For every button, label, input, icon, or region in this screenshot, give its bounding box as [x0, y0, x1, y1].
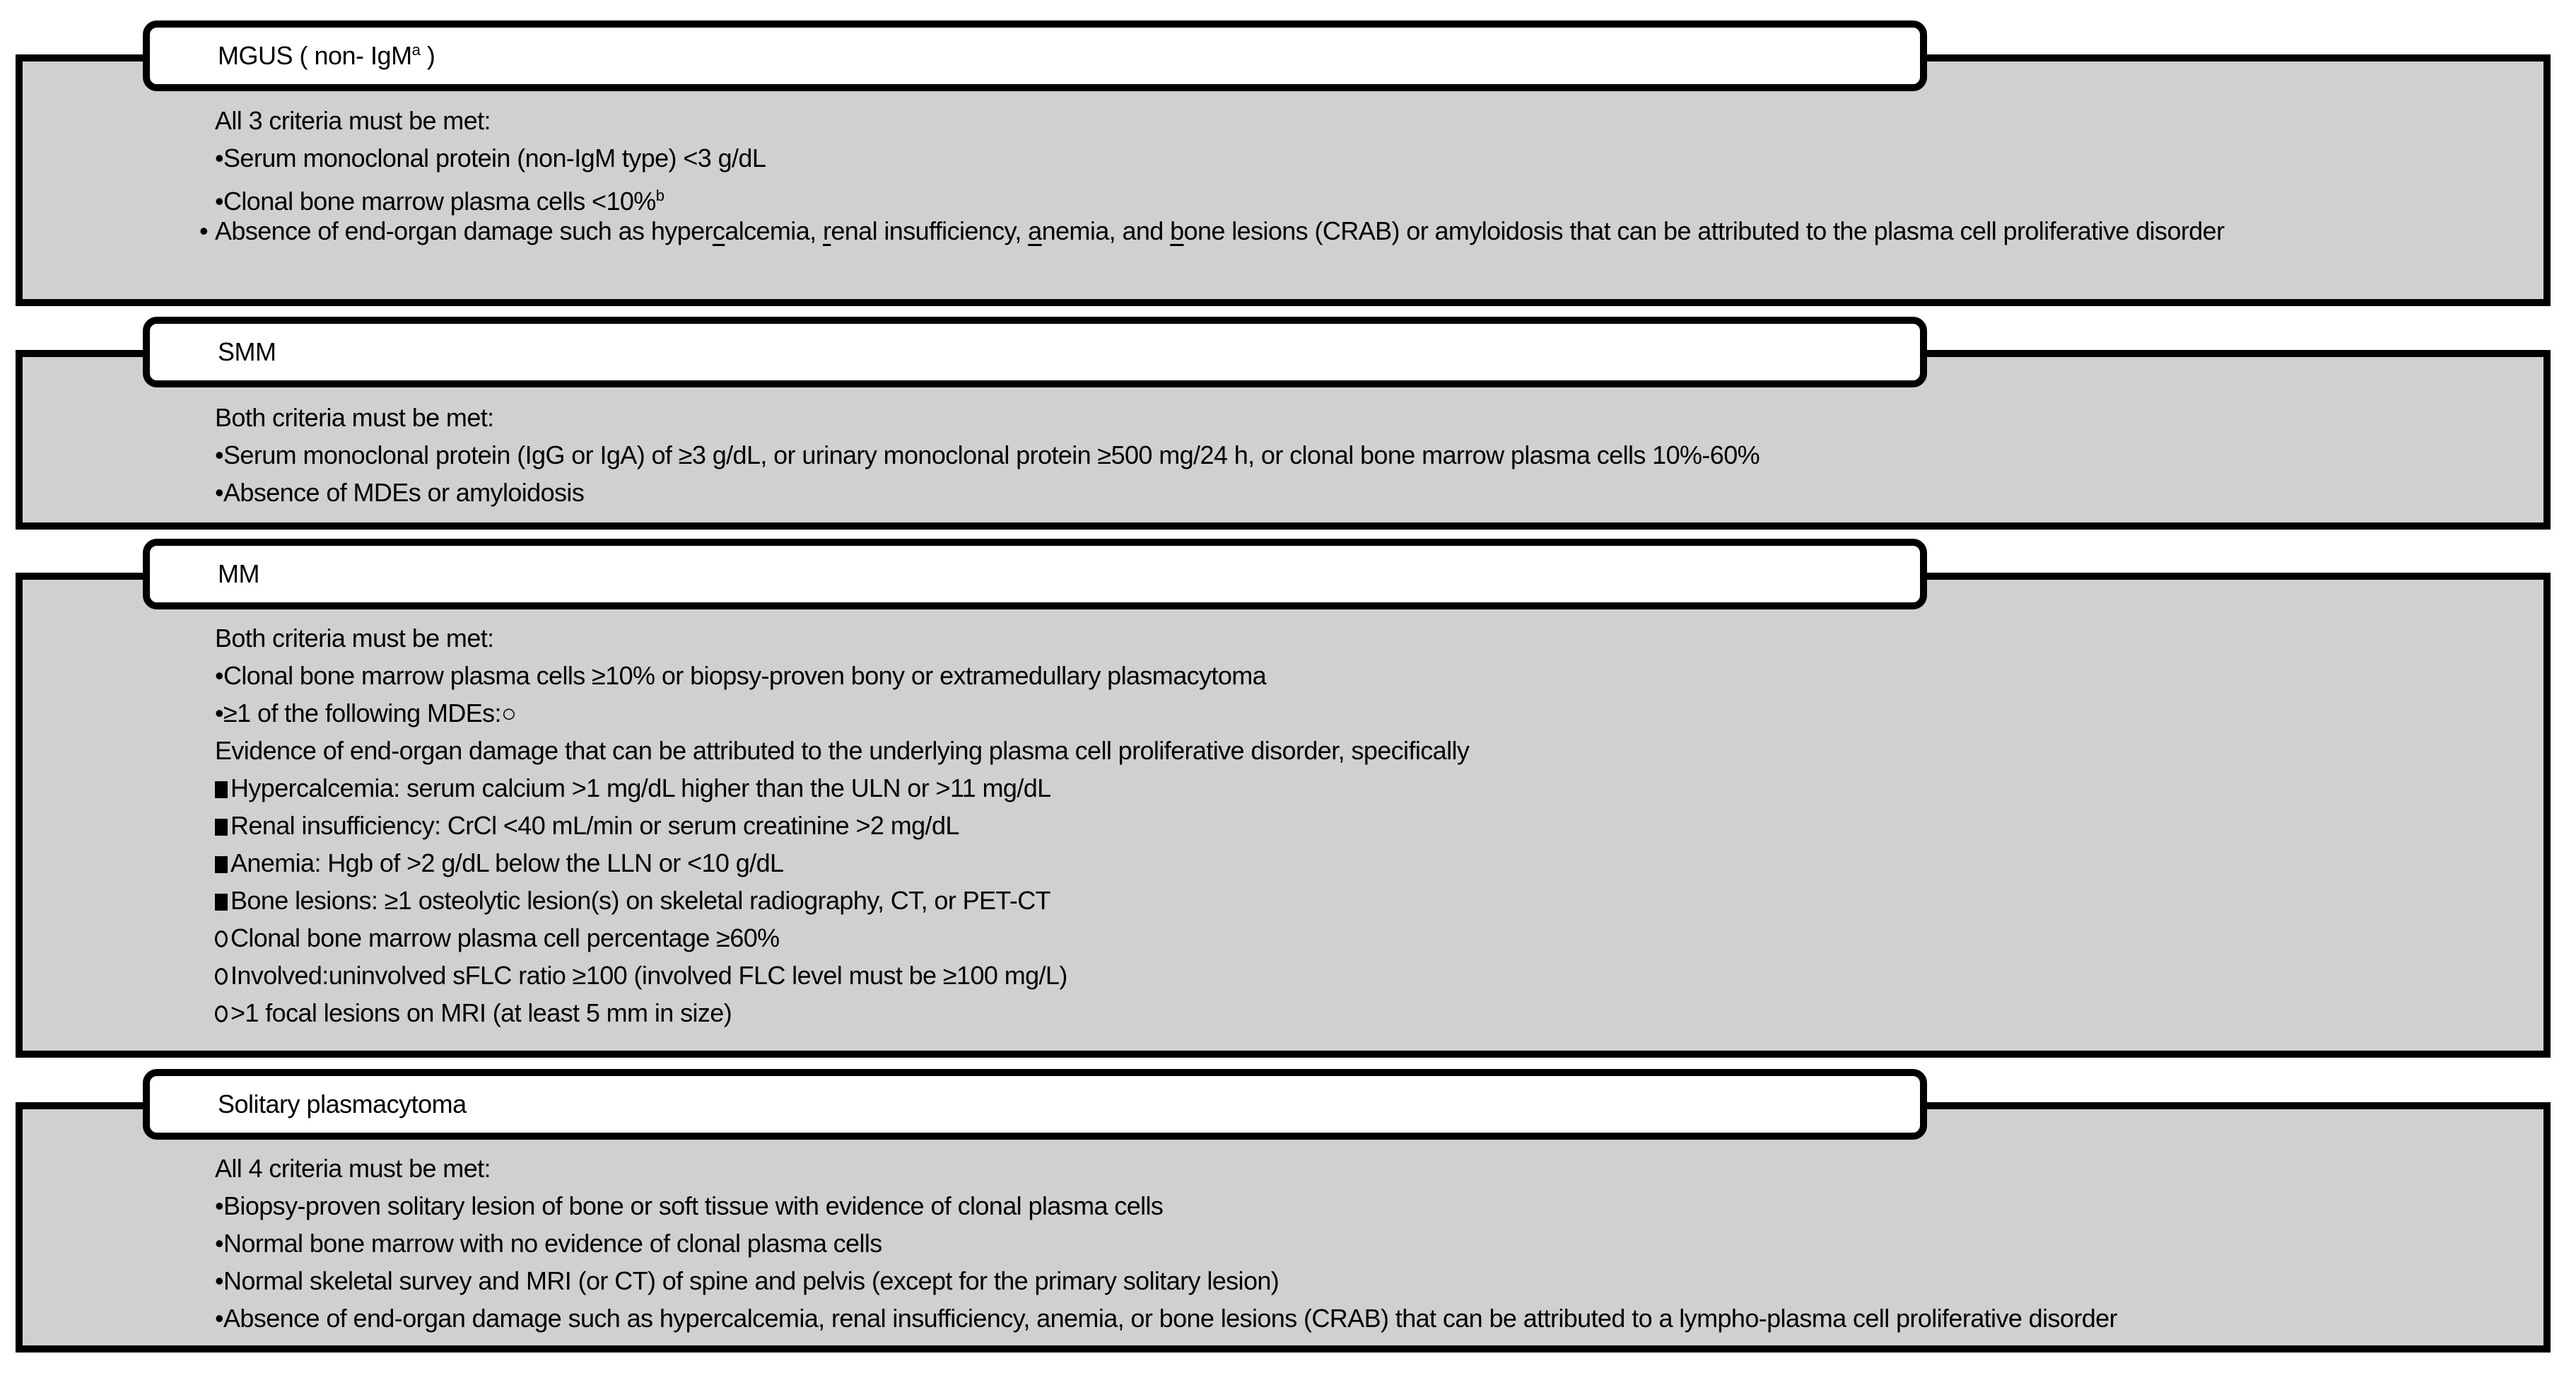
- bullet-icon: •: [215, 699, 224, 728]
- criteria-item: •Serum monoclonal protein (IgG or IgA) of ≥3 g/dL, or urinary monoclonal protein ≥500 mg/24 h, or clonal bone marrow plasma cells 10%-60%: [215, 436, 2534, 474]
- criteria-item: •Absence of MDEs or amyloidosis: [215, 474, 2534, 511]
- bullet-icon: •: [215, 1229, 224, 1258]
- bullet-icon: •: [215, 187, 224, 216]
- square-bullet-icon: [215, 894, 228, 911]
- mgus-title: MGUS ( non- IgM$^a$ ): [218, 41, 435, 70]
- criteria-intro: Both criteria must be met:: [215, 403, 494, 432]
- square-bullet-icon: [215, 819, 228, 836]
- criteria-item: •Serum monoclonal protein (non-IgM type) <3 g/dL: [215, 139, 2534, 177]
- bullet-icon: •: [215, 440, 224, 469]
- solitary-header: [143, 1069, 1927, 1140]
- mgus-criteria-list: [215, 102, 2534, 247]
- circle-bullet-icon: [215, 930, 228, 947]
- criteria-item: •Clonal bone marrow plasma cells ≥10% or biopsy-proven bony or extramedullary plasmacytoma: [215, 657, 2534, 694]
- square-bullet-icon: [215, 781, 228, 798]
- crab-c: c: [712, 216, 725, 245]
- circle-bullet-icon: [215, 1005, 228, 1022]
- mgus-header: [143, 21, 1927, 91]
- mde-item: >1 focal lesions on MRI (at least 5 mm in size): [215, 994, 2534, 1032]
- criteria-subheading: Evidence of end-organ damage that can be attributed to the underlying plasma cell proliferative disorder, specifically: [215, 736, 1470, 765]
- bullet-icon: •: [215, 1266, 224, 1295]
- criteria-intro: Both criteria must be met:: [215, 624, 494, 653]
- mde-item: Involved:uninvolved sFLC ratio ≥100 (involved FLC level must be ≥100 mg/L): [215, 957, 2534, 994]
- smm-header: [143, 317, 1927, 387]
- criteria-item: Absence of end-organ damage such as hypercalcemia, renal insufficiency, anemia, and bone lesions (CRAB) or amyloidosis that can be attributed to the plasma cell proliferative disorder: [215, 216, 2225, 245]
- crab-a: a: [1028, 216, 1042, 245]
- criteria-item: •Normal bone marrow with no evidence of clonal plasma cells: [215, 1225, 2534, 1262]
- mm-title: MM: [218, 559, 259, 588]
- solitary-criteria-list: [215, 1150, 2534, 1337]
- criteria-item: •≥1 of the following MDEs:○: [215, 694, 2534, 732]
- mde-item: Hypercalcemia: serum calcium >1 mg/dL higher than the ULN or >11 mg/dL: [215, 769, 2534, 807]
- mm-criteria-list: [215, 619, 2534, 1032]
- mde-item: Clonal bone marrow plasma cell percentage ≥60%: [215, 919, 2534, 957]
- criteria-intro: All 4 criteria must be met:: [215, 1154, 491, 1183]
- criteria-item: •Biopsy-proven solitary lesion of bone or soft tissue with evidence of clonal plasma cells: [215, 1187, 2534, 1225]
- bullet-icon: •: [215, 1304, 224, 1333]
- bullet-icon: •: [215, 478, 224, 507]
- mde-item: Anemia: Hgb of >2 g/dL below the LLN or <10 g/dL: [215, 844, 2534, 882]
- mm-header: [143, 539, 1927, 609]
- bullet-icon: •: [215, 661, 224, 690]
- criteria-item: •Absence of end-organ damage such as hypercalcemia, renal insufficiency, anemia, or bone lesions (CRAB) that can be attributed to a lympho-plasma cell proliferative disorder: [215, 1299, 2534, 1337]
- mde-item: Renal insufficiency: CrCl <40 mL/min or serum creatinine >2 mg/dL: [215, 807, 2534, 844]
- criteria-item: •Normal skeletal survey and MRI (or CT) of spine and pelvis (except for the primary solitary lesion): [215, 1262, 2534, 1299]
- smm-criteria-list: [215, 399, 2534, 511]
- square-bullet-icon: [215, 856, 228, 873]
- crab-r: r: [822, 216, 831, 245]
- bullet-icon: •: [215, 1191, 224, 1220]
- smm-title: SMM: [218, 337, 276, 366]
- bullet-icon: •: [215, 144, 224, 173]
- mde-item: Bone lesions: ≥1 osteolytic lesion(s) on skeletal radiography, CT, or PET-CT: [215, 882, 2534, 919]
- solitary-title: Solitary plasmacytoma: [218, 1089, 467, 1118]
- circle-bullet-icon: [215, 968, 228, 985]
- crab-b: b: [1170, 216, 1184, 245]
- criteria-intro: All 3 criteria must be met:: [215, 106, 491, 135]
- criteria-item: •Clonal bone marrow plasma cells <10%$^b$: [215, 177, 2534, 214]
